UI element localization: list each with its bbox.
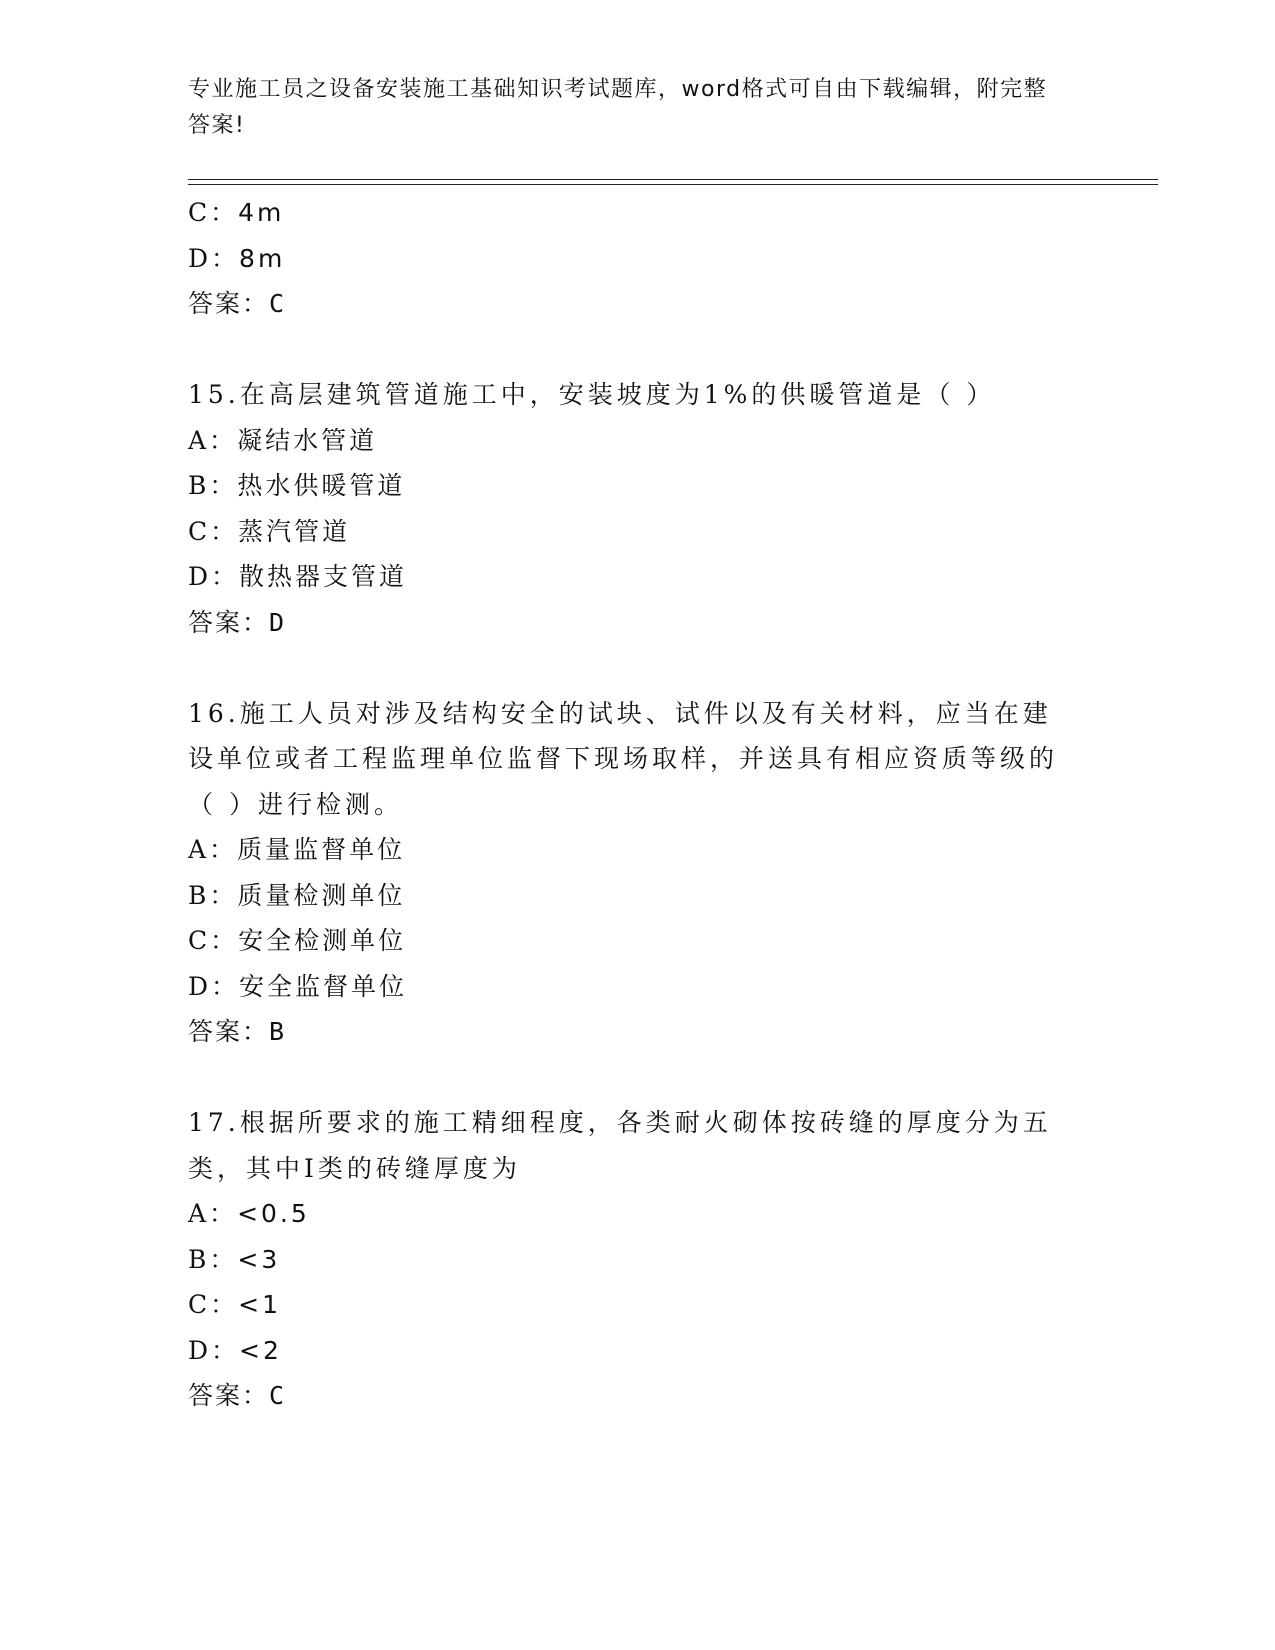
question-stem: 15.在高层建筑管道施工中，安装坡度为1%的供暖管道是（ ） bbox=[188, 380, 996, 409]
option-c: C：<1 bbox=[188, 1290, 281, 1319]
option-b: B：质量检测单位 bbox=[188, 880, 406, 910]
option-a: A：凝结水管道 bbox=[188, 425, 378, 455]
option-d: D：安全监督单位 bbox=[188, 971, 408, 1001]
answer-line: 答案：C bbox=[188, 1381, 287, 1410]
answer-line: 答案：D bbox=[188, 607, 287, 637]
option-c: C：安全检测单位 bbox=[188, 926, 407, 955]
question-stem: 17.根据所要求的施工精细程度，各类耐火砌体按砖缝的厚度分为五类，其中Ⅰ类的砖缝厚度为 bbox=[188, 1108, 1052, 1183]
prev-question-options bbox=[188, 190, 1088, 327]
question-stem: 16.施工人员对涉及结构安全的试块、试件以及有关材料，应当在建设单位或者工程监理单位监督下现场取样，并送具有相应资质等级的（ ）进行检测。 bbox=[188, 698, 1059, 819]
option-b: B：<3 bbox=[188, 1244, 281, 1274]
header-title: 专业施工员之设备安装施工基础知识考试题库，word格式可自由下载编辑，附完整答案! bbox=[188, 77, 1048, 138]
option-c: C：4m bbox=[188, 198, 285, 227]
answer-line: 答案：B bbox=[188, 1017, 287, 1046]
question-17 bbox=[188, 1100, 1088, 1419]
document-header bbox=[188, 72, 1068, 144]
question-15 bbox=[188, 372, 1088, 645]
question-16 bbox=[188, 691, 1088, 1055]
option-d: D：8m bbox=[188, 243, 286, 273]
header-divider-bottom bbox=[188, 184, 1158, 185]
option-d: D：<2 bbox=[188, 1335, 282, 1365]
header-divider-top bbox=[188, 179, 1158, 180]
answer-line: 答案：C bbox=[188, 289, 287, 318]
option-d: D：散热器支管道 bbox=[188, 562, 408, 591]
document-body bbox=[188, 190, 1088, 1419]
option-b: B：热水供暖管道 bbox=[188, 471, 406, 500]
option-a: A：<0.5 bbox=[188, 1199, 310, 1228]
option-c: C：蒸汽管道 bbox=[188, 516, 351, 546]
option-a: A：质量监督单位 bbox=[188, 835, 406, 864]
